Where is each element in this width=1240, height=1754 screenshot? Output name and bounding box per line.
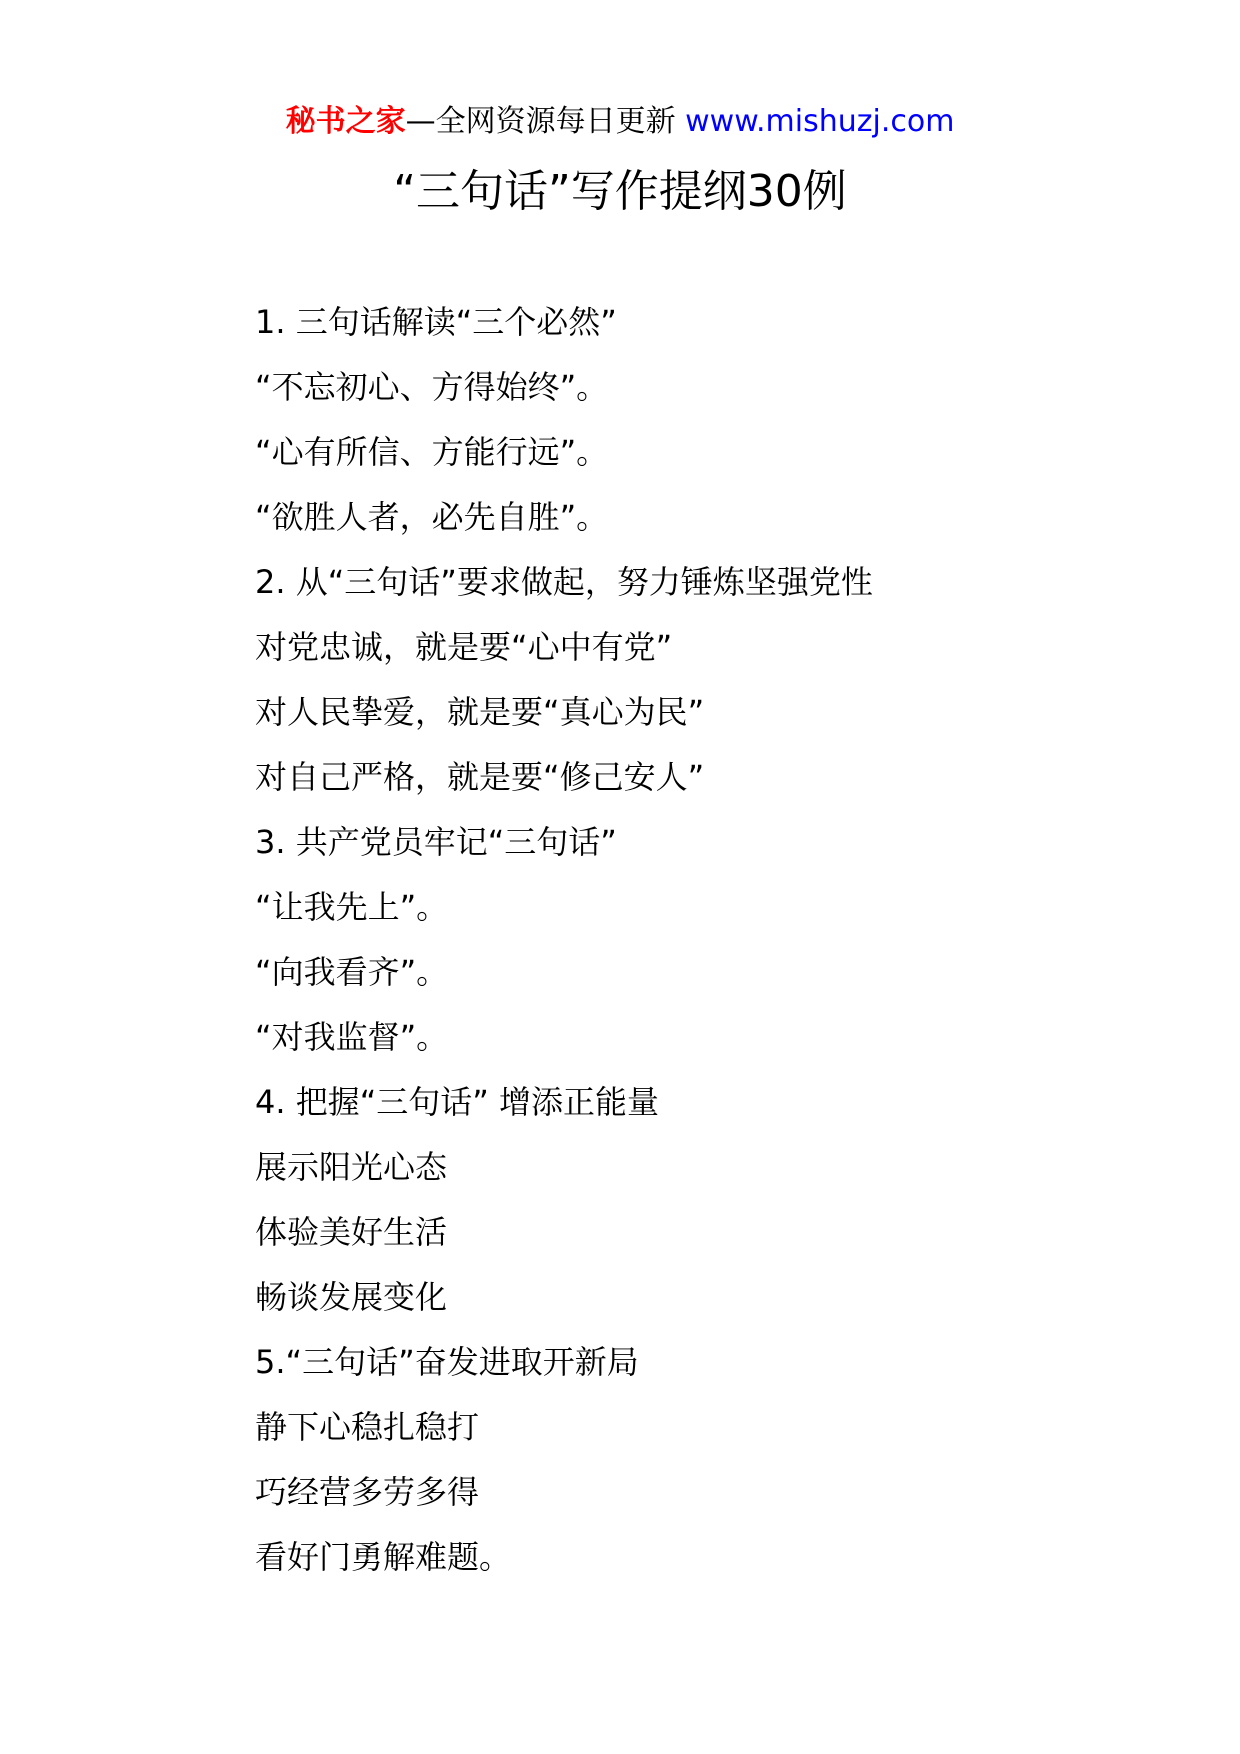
body-line: “不忘初心、方得始终”。 <box>255 368 609 406</box>
body-line: 体验美好生活 <box>255 1213 448 1251</box>
body-line: 静下心稳扎稳打 <box>255 1408 480 1446</box>
header-tagline: —全网资源每日更新 <box>405 104 686 139</box>
body-line: “向我看齐”。 <box>255 953 449 991</box>
body-line: “对我监督”。 <box>255 1018 449 1056</box>
body-line: 畅谈发展变化 <box>255 1278 448 1316</box>
site-header <box>0 100 1240 144</box>
document-body <box>255 290 1155 1590</box>
section-heading-5: 5.“三句话”奋发进取开新局 <box>255 1343 639 1381</box>
section-heading-1: 1. 三句话解读“三个必然” <box>255 303 617 341</box>
body-line: 看好门勇解难题。 <box>255 1538 512 1576</box>
body-line: 对人民挚爱，就是要“真心为民” <box>255 693 705 731</box>
body-line: “让我先上”。 <box>255 888 449 926</box>
body-line: “欲胜人者，必先自胜”。 <box>255 498 609 536</box>
site-url-link[interactable]: www.mishuzj.com <box>685 104 955 139</box>
section-heading-4: 4. 把握“三句话” 增添正能量 <box>255 1083 660 1121</box>
body-line: “心有所信、方能行远”。 <box>255 433 609 471</box>
section-heading-2: 2. 从“三句话”要求做起，努力锤炼坚强党性 <box>255 563 873 601</box>
body-line: 巧经营多劳多得 <box>255 1473 480 1511</box>
body-line: 对自己严格，就是要“修己安人” <box>255 758 705 796</box>
body-line: 展示阳光心态 <box>255 1148 448 1186</box>
section-heading-3: 3. 共产党员牢记“三句话” <box>255 823 617 861</box>
body-line: 对党忠诚，就是要“心中有党” <box>255 628 673 666</box>
brand-name: 秘书之家 <box>285 104 406 139</box>
document-title: “三句话”写作提纲30例 <box>393 166 847 217</box>
